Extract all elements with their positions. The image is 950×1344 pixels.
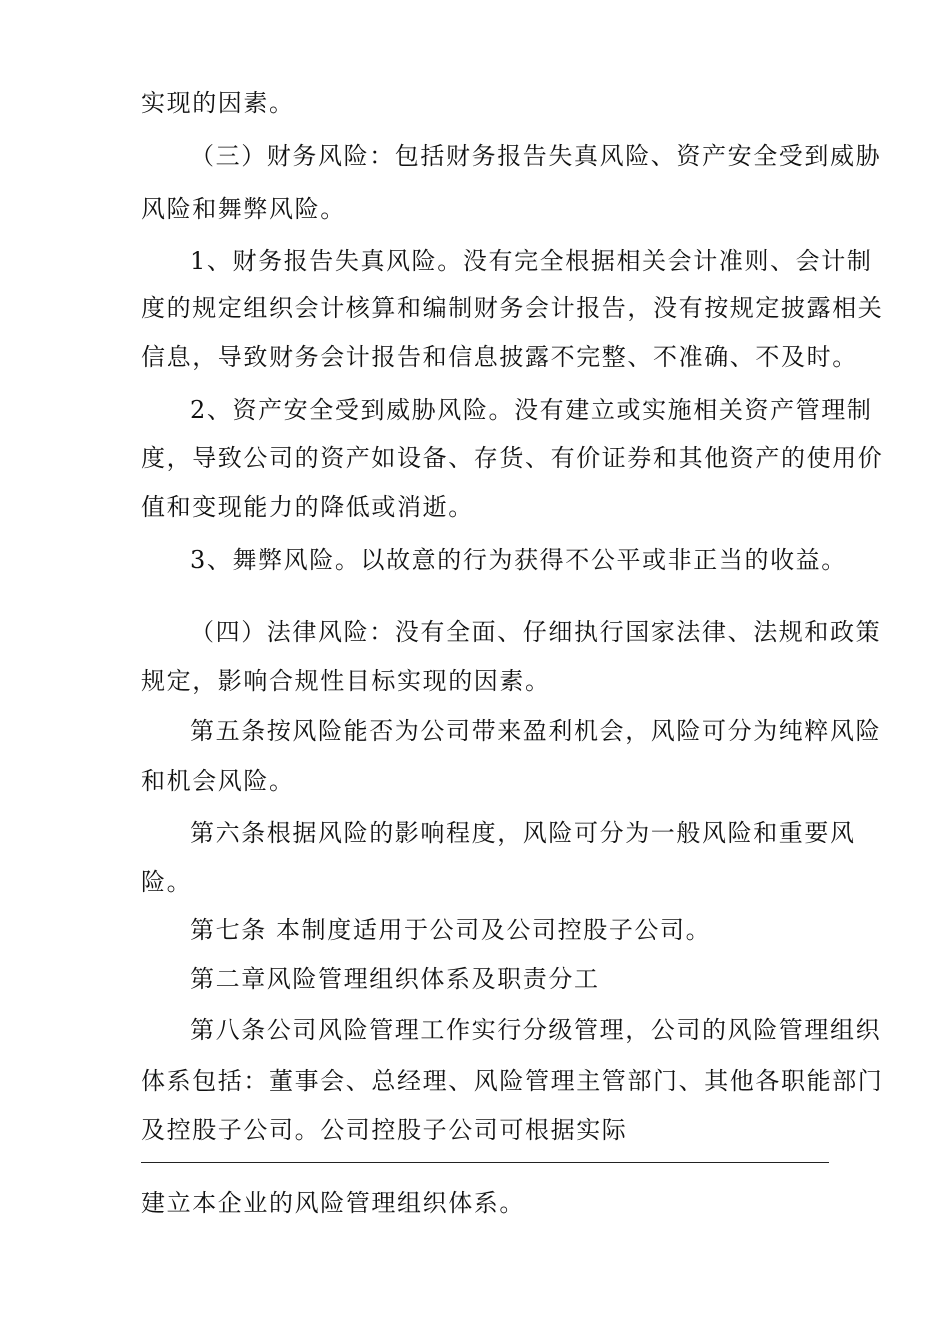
text-line: 1、财务报告失真风险。没有完全根据相关会计准则、会计制 <box>190 247 873 275</box>
text-line: 风险和舞弊风险。 <box>141 195 346 223</box>
text-line: 第八条公司风险管理工作实行分级管理，公司的风险管理组织 <box>190 1016 882 1044</box>
text-line: 第七条 本制度适用于公司及公司控股子公司。 <box>190 916 712 944</box>
text-line: 3、舞弊风险。以故意的行为获得不公平或非正当的收益。 <box>190 546 847 574</box>
text-line: 值和变现能力的降低或消逝。 <box>141 493 474 521</box>
text-line: 体系包括：董事会、总经理、风险管理主管部门、其他各职能部门 <box>141 1067 884 1095</box>
page-divider <box>141 1162 829 1163</box>
text-line: （三）财务风险：包括财务报告失真风险、资产安全受到威胁 <box>190 142 882 170</box>
text-line: 第五条按风险能否为公司带来盈利机会，风险可分为纯粹风险 <box>190 717 882 745</box>
text-line: 险。 <box>141 868 193 896</box>
text-line: 度，导致公司的资产如设备、存货、有价证券和其他资产的使用价 <box>141 444 884 472</box>
text-line: 2、资产安全受到威胁风险。没有建立或实施相关资产管理制 <box>190 396 873 424</box>
text-line: 度的规定组织会计核算和编制财务会计报告，没有按规定披露相关 <box>141 294 884 322</box>
text-line: 和机会风险。 <box>141 767 295 795</box>
text-line: 第六条根据风险的影响程度，风险可分为一般风险和重要风 <box>190 819 856 847</box>
text-line: 实现的因素。 <box>141 89 295 117</box>
text-line: 建立本企业的风险管理组织体系。 <box>141 1189 525 1217</box>
text-line: 规定，影响合规性目标实现的因素。 <box>141 667 551 695</box>
text-line: 第二章风险管理组织体系及职责分工 <box>190 965 600 993</box>
text-line: 信息，导致财务会计报告和信息披露不完整、不准确、不及时。 <box>141 343 858 371</box>
text-line: 及控股子公司。公司控股子公司可根据实际 <box>141 1116 628 1144</box>
text-line: （四）法律风险：没有全面、仔细执行国家法律、法规和政策 <box>190 618 882 646</box>
